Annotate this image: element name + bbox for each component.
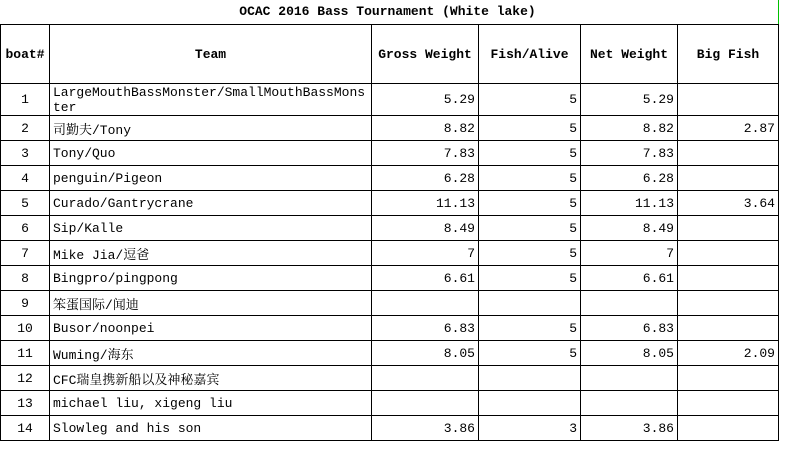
cell-big-fish[interactable]: 2.09	[678, 341, 779, 366]
cell-boat[interactable]: 11	[1, 341, 50, 366]
cell-boat[interactable]: 7	[1, 241, 50, 266]
cell-team[interactable]: LargeMouthBassMonster/SmallMouthBassMonster	[50, 84, 372, 116]
header-big-fish: Big Fish	[678, 25, 779, 84]
cell-net[interactable]: 8.05	[581, 341, 678, 366]
cell-boat[interactable]: 9	[1, 291, 50, 316]
cell-fish[interactable]: 5	[479, 241, 581, 266]
cell-gross[interactable]: 8.82	[372, 116, 479, 141]
cell-net[interactable]: 8.49	[581, 216, 678, 241]
header-fish-alive: Fish/Alive	[479, 25, 581, 84]
table-row	[1, 116, 779, 141]
table-row	[1, 266, 779, 291]
cell-boat[interactable]: 6	[1, 216, 50, 241]
selection-edge	[778, 0, 779, 24]
cell-fish[interactable]: 5	[479, 116, 581, 141]
cell-fish[interactable]: 3	[479, 416, 581, 441]
cell-boat[interactable]: 10	[1, 316, 50, 341]
cell-team[interactable]: michael liu, xigeng liu	[50, 391, 372, 416]
cell-big-fish[interactable]	[678, 366, 779, 391]
cell-big-fish[interactable]: 3.64	[678, 191, 779, 216]
table-row	[1, 341, 779, 366]
cell-gross[interactable]: 5.29	[372, 84, 479, 116]
cell-team[interactable]: Tony/Quo	[50, 141, 372, 166]
cell-big-fish[interactable]	[678, 166, 779, 191]
cell-net[interactable]: 7	[581, 241, 678, 266]
cell-boat[interactable]: 4	[1, 166, 50, 191]
cell-team[interactable]: Curado/Gantrycrane	[50, 191, 372, 216]
cell-big-fish[interactable]	[678, 141, 779, 166]
table-row	[1, 316, 779, 341]
header-team: Team	[50, 25, 372, 84]
cell-gross[interactable]: 6.61	[372, 266, 479, 291]
cell-fish[interactable]: 5	[479, 266, 581, 291]
cell-fish[interactable]: 5	[479, 191, 581, 216]
cell-big-fish[interactable]	[678, 241, 779, 266]
cell-net[interactable]	[581, 291, 678, 316]
cell-gross[interactable]	[372, 291, 479, 316]
table-row	[1, 416, 779, 441]
cell-fish[interactable]: 5	[479, 316, 581, 341]
header-row	[1, 25, 779, 84]
table-row	[1, 291, 779, 316]
cell-big-fish[interactable]	[678, 84, 779, 116]
cell-gross[interactable]: 3.86	[372, 416, 479, 441]
table-row	[1, 216, 779, 241]
table-title: OCAC 2016 Bass Tournament (White lake)	[0, 0, 775, 25]
cell-big-fish[interactable]	[678, 291, 779, 316]
header-boat: boat#	[1, 25, 50, 84]
cell-big-fish[interactable]	[678, 416, 779, 441]
table-row	[1, 366, 779, 391]
cell-fish[interactable]: 5	[479, 341, 581, 366]
cell-team[interactable]: Bingpro/pingpong	[50, 266, 372, 291]
cell-net[interactable]: 8.82	[581, 116, 678, 141]
cell-fish[interactable]: 5	[479, 84, 581, 116]
cell-team[interactable]: 笨蛋国际/闻迪	[50, 291, 372, 316]
cell-gross[interactable]: 8.05	[372, 341, 479, 366]
cell-team[interactable]: Busor/noonpei	[50, 316, 372, 341]
cell-net[interactable]: 3.86	[581, 416, 678, 441]
header-gross-weight: Gross Weight	[372, 25, 479, 84]
cell-big-fish[interactable]	[678, 216, 779, 241]
cell-gross[interactable]	[372, 366, 479, 391]
cell-net[interactable]: 6.28	[581, 166, 678, 191]
cell-net[interactable]	[581, 366, 678, 391]
cell-big-fish[interactable]: 2.87	[678, 116, 779, 141]
cell-gross[interactable]: 7.83	[372, 141, 479, 166]
cell-net[interactable]	[581, 391, 678, 416]
cell-big-fish[interactable]	[678, 316, 779, 341]
table-row	[1, 84, 779, 116]
table-row	[1, 166, 779, 191]
cell-team[interactable]: CFC瑞皇携新船以及神秘嘉宾	[50, 366, 372, 391]
cell-team[interactable]: Slowleg and his son	[50, 416, 372, 441]
cell-fish[interactable]: 5	[479, 141, 581, 166]
cell-gross[interactable]: 7	[372, 241, 479, 266]
cell-boat[interactable]: 14	[1, 416, 50, 441]
cell-fish[interactable]	[479, 291, 581, 316]
cell-boat[interactable]: 5	[1, 191, 50, 216]
cell-net[interactable]: 5.29	[581, 84, 678, 116]
cell-boat[interactable]: 8	[1, 266, 50, 291]
cell-fish[interactable]: 5	[479, 166, 581, 191]
cell-gross[interactable]: 8.49	[372, 216, 479, 241]
cell-net[interactable]: 6.83	[581, 316, 678, 341]
cell-boat[interactable]: 3	[1, 141, 50, 166]
cell-net[interactable]: 7.83	[581, 141, 678, 166]
results-table	[0, 24, 779, 441]
cell-team[interactable]: Sip/Kalle	[50, 216, 372, 241]
header-net-weight: Net Weight	[581, 25, 678, 84]
cell-net[interactable]: 6.61	[581, 266, 678, 291]
cell-gross[interactable]	[372, 391, 479, 416]
cell-big-fish[interactable]	[678, 391, 779, 416]
cell-gross[interactable]: 6.28	[372, 166, 479, 191]
cell-boat[interactable]: 2	[1, 116, 50, 141]
cell-boat[interactable]: 12	[1, 366, 50, 391]
table-row	[1, 391, 779, 416]
cell-fish[interactable]: 5	[479, 216, 581, 241]
table-row	[1, 241, 779, 266]
cell-team[interactable]: Wuming/海东	[50, 341, 372, 366]
cell-boat[interactable]: 13	[1, 391, 50, 416]
cell-gross[interactable]: 11.13	[372, 191, 479, 216]
cell-team[interactable]: Mike Jia/逗爸	[50, 241, 372, 266]
table-row	[1, 191, 779, 216]
cell-fish[interactable]	[479, 391, 581, 416]
cell-boat[interactable]: 1	[1, 84, 50, 116]
table-row	[1, 141, 779, 166]
cell-gross[interactable]: 6.83	[372, 316, 479, 341]
cell-team[interactable]: 司勤夫/Tony	[50, 116, 372, 141]
cell-team[interactable]: penguin/Pigeon	[50, 166, 372, 191]
cell-big-fish[interactable]	[678, 266, 779, 291]
cell-fish[interactable]	[479, 366, 581, 391]
cell-net[interactable]: 11.13	[581, 191, 678, 216]
